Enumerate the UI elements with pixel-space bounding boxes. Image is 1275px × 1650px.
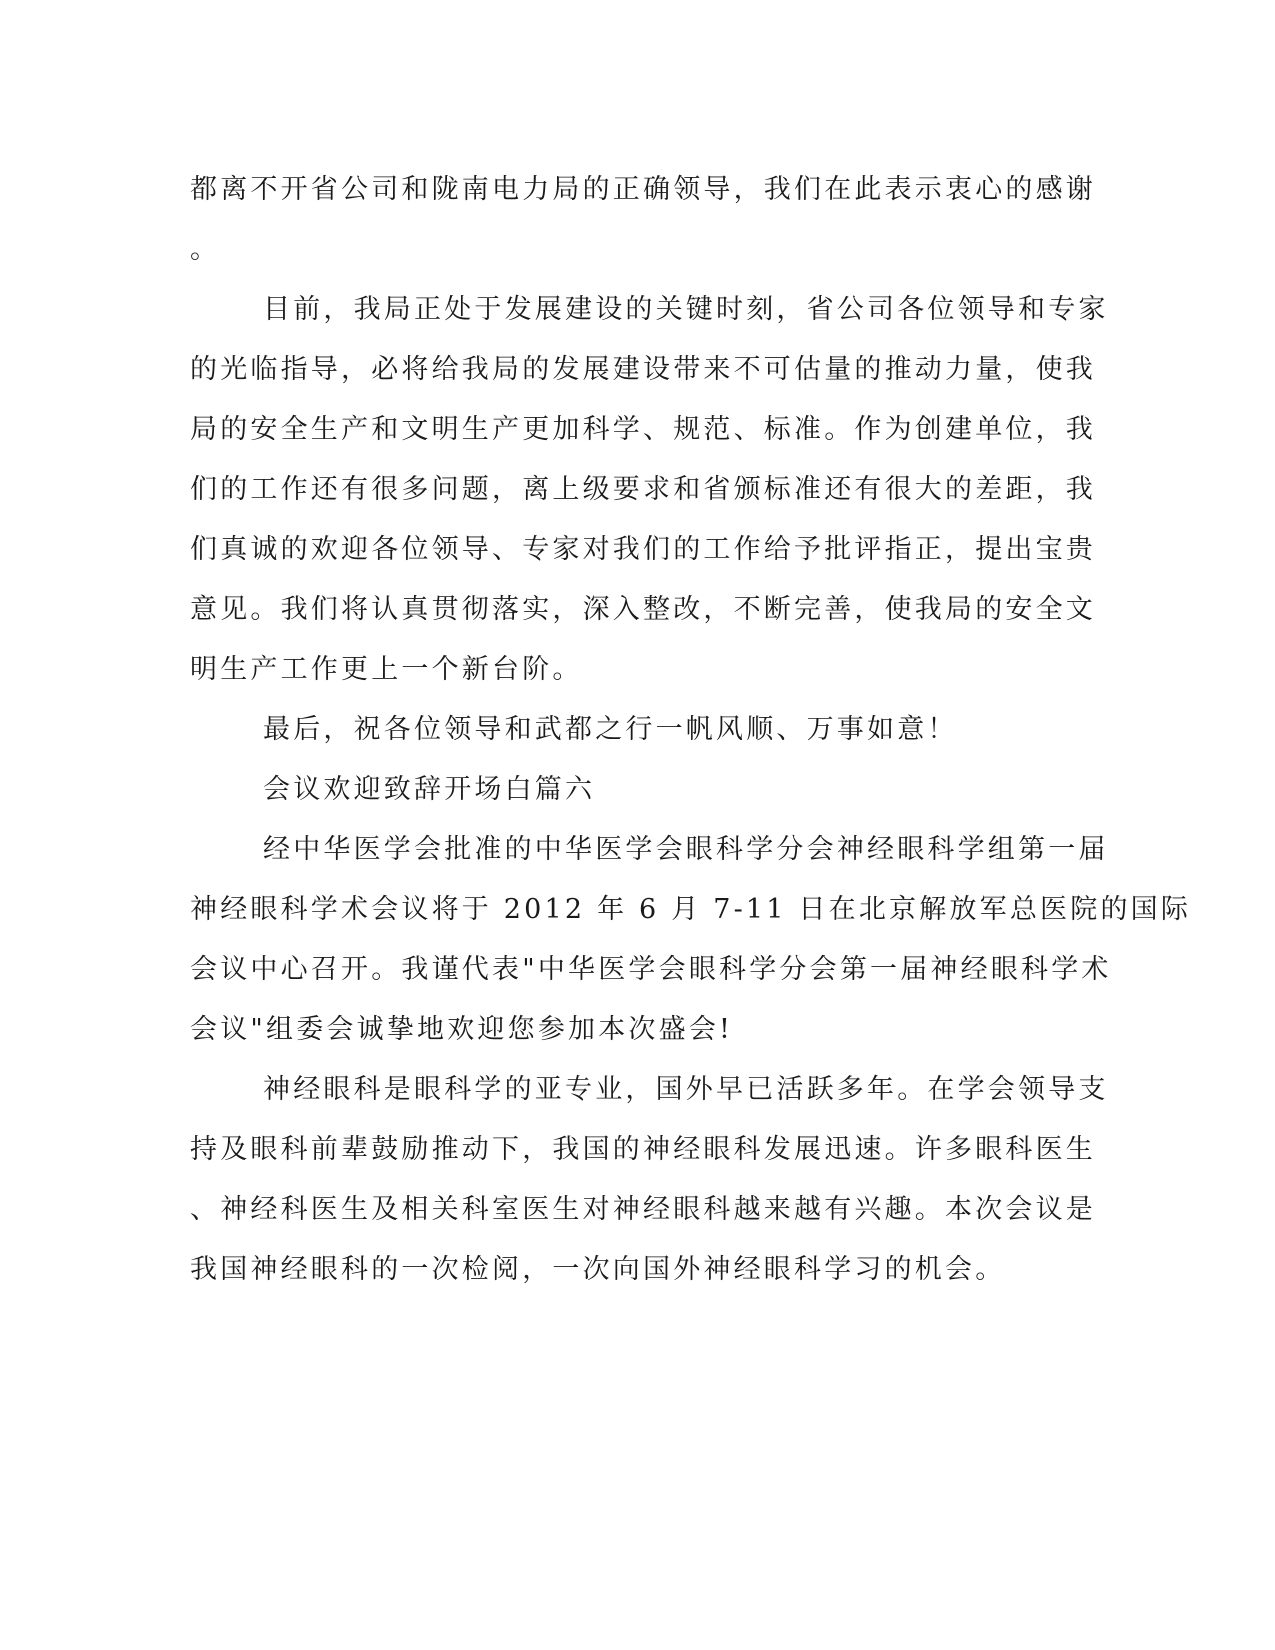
text-line: 意见。我们将认真贯彻落实，深入整改，不断完善，使我局的安全文 (190, 594, 1096, 625)
closing-wish-line: 最后，祝各位领导和武都之行一帆风顺、万事如意！ (263, 714, 958, 745)
text-line: 的光临指导，必将给我局的发展建设带来不可估量的推动力量，使我 (190, 354, 1096, 385)
text-line: 神经眼科学术会议将于 2012 年 6 月 7-11 日在北京解放军总医院的国际 (190, 894, 1192, 925)
text-line: 会议中心召开。我谨代表"中华医学会眼科学分会第一届神经眼科学术 (190, 954, 1112, 985)
text-line: 、神经科医生及相关科室医生对神经眼科越来越有兴趣。本次会议是 (190, 1194, 1096, 1225)
text-line: 持及眼科前辈鼓励推动下，我国的神经眼科发展迅速。许多眼科医生 (190, 1134, 1096, 1165)
paragraph-start-line: 目前，我局正处于发展建设的关键时刻，省公司各位领导和专家 (263, 294, 1109, 325)
text-line: 都离不开省公司和陇南电力局的正确领导，我们在此表示衷心的感谢 (190, 174, 1096, 205)
text-line: 们的工作还有很多问题，离上级要求和省颁标准还有很大的差距，我 (190, 474, 1096, 505)
paragraph-start-line: 经中华医学会批准的中华医学会眼科学分会神经眼科学组第一届 (263, 834, 1109, 865)
document-body (190, 160, 1192, 1300)
text-line: 明生产工作更上一个新台阶。 (190, 654, 583, 685)
section-heading: 会议欢迎致辞开场白篇六 (263, 774, 596, 805)
text-line: 会议"组委会诚挚地欢迎您参加本次盛会! (190, 1014, 734, 1045)
text-line: 我国神经眼科的一次检阅，一次向国外神经眼科学习的机会。 (190, 1254, 1006, 1285)
paragraph-start-line: 神经眼科是眼科学的亚专业，国外早已活跃多年。在学会领导支 (263, 1074, 1109, 1105)
text-line: 们真诚的欢迎各位领导、专家对我们的工作给予批评指正，提出宝贵 (190, 534, 1096, 565)
text-line: 。 (190, 234, 221, 265)
text-line: 局的安全生产和文明生产更加科学、规范、标准。作为创建单位，我 (190, 414, 1096, 445)
